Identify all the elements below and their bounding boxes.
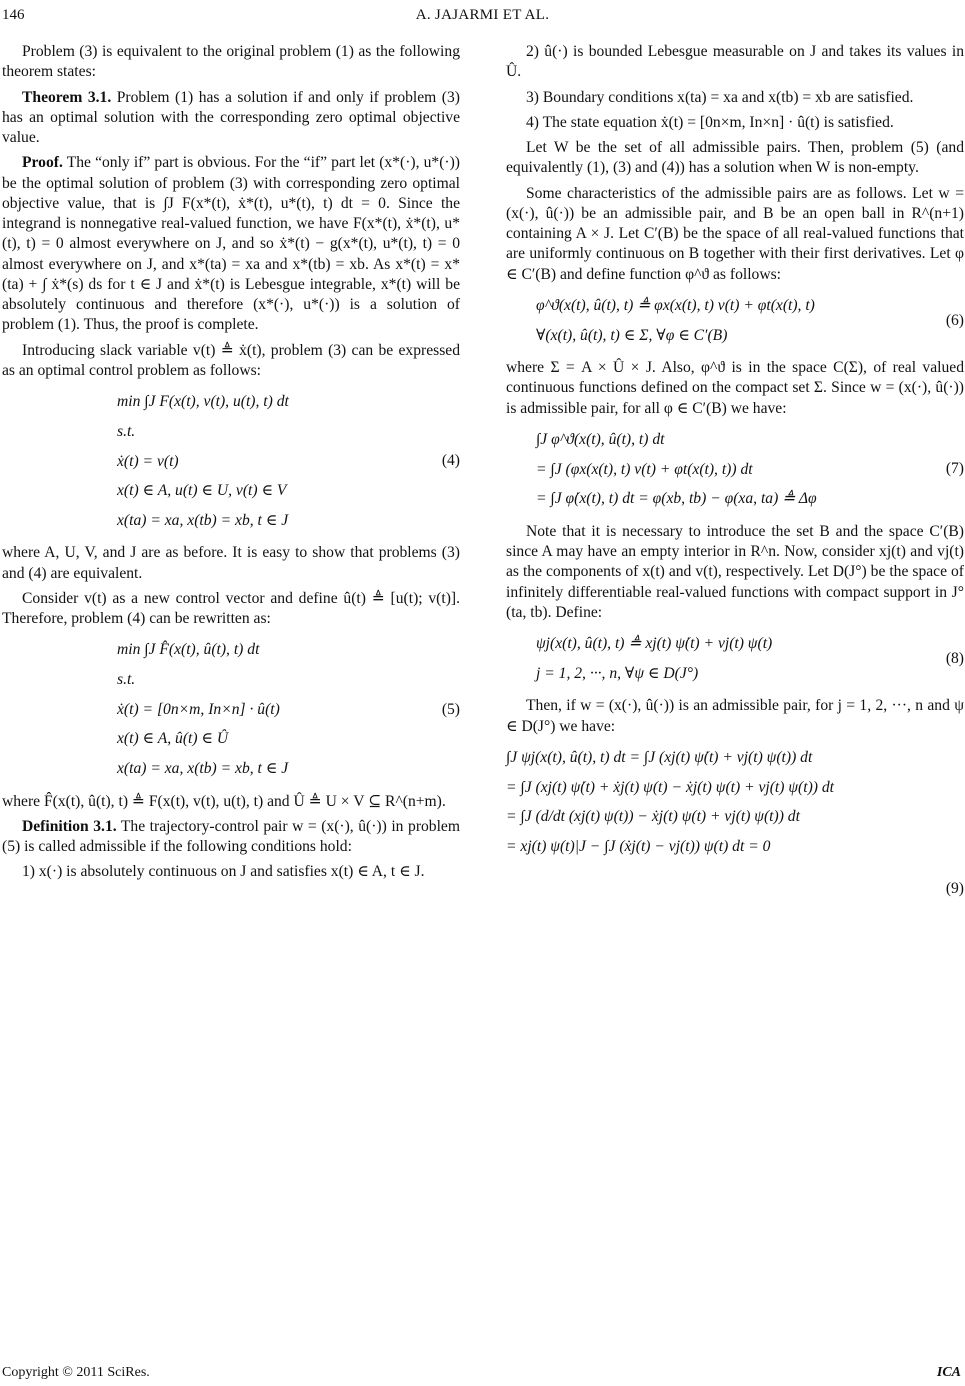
equation-line: ẋ(t) = [0n×m, In×n] · û(t): [117, 700, 280, 718]
proof-text: The “only if” part is obvious. For the “if” part let (x*(·), u*(·)) be the optimal solution of problem (3) with corresponding zero optimal objective value, that is ∫J F(x*(t), ẋ*(t), u*(t), t) dt = 0. Since the integrand is nonnegative real-valued function, we have F(x*(t), ẋ*(t), u*(t), t) = 0 almost everywhere on J, and so ẋ*(t) − g(x*(t), u*(t), t) = 0 almost everywhere on J, and x*(ta) = xa and x*(tb) = xb. As x*(t) = x*(ta) + ∫ ẋ*(s) ds for t ∈ J and ẋ*(t) is Lebesgue integrable, x*(t) will be absolutely continuous and therefore (x*(·), u*(·)) is a solution of problem (1). Thus, the proof is complete.: [2, 154, 460, 334]
equation-8: [506, 629, 964, 688]
paragraph-slack-variable: Introducing slack variable v(t) ≜ ẋ(t), problem (3) can be expressed as an optimal control problem as follows:: [2, 341, 460, 379]
equation-line: ∫J ψj(x(t), û(t), t) dt = ∫J (xj(t) ψ̇(t) + vj(t) ψ(t)) dt: [506, 748, 813, 766]
equation-7: [506, 425, 964, 514]
paragraph-then: Then, if w = (x(·), û(·)) is an admissible pair, for j = 1, 2, ···, n and ψ ∈ D(J°) we have:: [506, 697, 964, 735]
left-column: [2, 42, 460, 888]
equation-line: = ∫J (d/dt (xj(t) ψ(t)) − ẋj(t) ψ(t) + vj(t) ψ(t)) dt: [506, 808, 800, 826]
equation-line: = ∫J φ̇(x(t), t) dt = φ(xb, tb) − φ(xa, ta) ≜ Δφ: [536, 490, 817, 508]
running-head: A. JAJARMI ET AL.: [415, 7, 550, 23]
equation-line: min ∫J F̂(x(t), û(t), t) dt: [117, 641, 260, 659]
theorem-text: Problem (1) has a solution if and only if problem (3) has an optimal solution with the corresponding zero optimal objective value.: [2, 88, 460, 147]
page-footer: [0, 1364, 965, 1384]
paragraph-where-1: where A, U, V, and J are as before. It is easy to show that problems (3) and (4) are equivalent.: [2, 544, 460, 582]
paragraph-admissible-set: Let W be the set of all admissible pairs. Then, problem (5) (and equivalently (1), (3) and (4)) has a solution when W is non-empty.: [506, 139, 964, 177]
equation-line: x(t) ∈ A, û(t) ∈ Û: [117, 730, 229, 748]
equation-line: x(t) ∈ A, u(t) ∈ U, v(t) ∈ V: [117, 482, 287, 500]
theorem-3-1: [2, 88, 460, 149]
equation-9: [506, 743, 964, 862]
definition-3-1: [2, 817, 460, 858]
equation-line: ∀(x(t), û(t), t) ∈ Σ, ∀φ ∈ C′(B): [536, 326, 728, 344]
equation-number: (7): [945, 460, 964, 478]
right-column: [506, 42, 964, 900]
equation-number: (8): [945, 649, 964, 667]
equation-line: ψj(x(t), û(t), t) ≜ xj(t) ψ̇(t) + vj(t) ψ(t): [536, 635, 773, 653]
equation-line: min ∫J F(x(t), v(t), u(t), t) dt: [117, 393, 289, 411]
page-number: 146: [2, 7, 25, 23]
condition-4: 4) The state equation ẋ(t) = [0n×m, In×n] · û(t) is satisfied.: [526, 113, 894, 131]
equation-line: = xj(t) ψ(t)|J − ∫J (ẋj(t) − vj(t)) ψ(t) dt = 0: [506, 837, 771, 855]
equation-number: (5): [441, 700, 460, 718]
paragraph-where-2: where F̂(x(t), û(t), t) ≜ F(x(t), v(t), u(t), t) and Û ≜ U × V ⊆ R^(n+m).: [2, 792, 446, 810]
equation-4: [2, 387, 460, 535]
equation-line: s.t.: [117, 422, 136, 440]
condition-3: 3) Boundary conditions x(ta) = xa and x(tb) = xb are satisfied.: [526, 88, 914, 106]
equation-number: (6): [945, 311, 964, 329]
paragraph-note: Note that it is necessary to introduce the set B and the space C′(B) since A may have an empty interior in R^n. Now, consider xj(t) and vj(t) as the components of x(t) and v(t), respectively. Let D(J°) be the space of infinitely differentiable real-valued functions with compact support in J° (ta, tb). Define:: [506, 522, 964, 621]
equation-line: = ∫J (φx(x(t), t) v(t) + φt(x(t), t)) dt: [536, 460, 753, 478]
equation-line: s.t.: [117, 671, 136, 689]
equation-line: j = 1, 2, ···, n, ∀ψ ∈ D(J°): [536, 664, 699, 682]
condition-1: 1) x(·) is absolutely continuous on J and satisfies x(t) ∈ A, t ∈ J.: [22, 863, 425, 881]
equation-line: x(ta) = xa, x(tb) = xb, t ∈ J: [117, 511, 289, 529]
definition-label: Definition 3.1.: [22, 817, 117, 835]
paragraph-equivalence: Problem (3) is equivalent to the original problem (1) as the following theorem states:: [2, 43, 460, 81]
equation-line: ∫J φ^ϑ(x(t), û(t), t) dt: [536, 430, 665, 448]
definition-text: The trajectory-control pair w = (x(·), û(·)) in problem (5) is called admissible if the following conditions hold:: [2, 817, 460, 856]
copyright: Copyright © 2011 SciRes.: [2, 1365, 150, 1380]
paragraph-sigma: where Σ = A × Û × J. Also, φ^ϑ is in the space C(Σ), of real valued continuous functions defined on the compact set Σ. Since w = (x(·), û(·)) is admissible pair, for all φ ∈ C′(B) we have:: [506, 359, 964, 417]
equation-6: [506, 291, 964, 350]
equation-number: (9): [945, 880, 964, 898]
page-header: [0, 6, 965, 28]
equation-5: [2, 635, 460, 783]
equation-line: x(ta) = xa, x(tb) = xb, t ∈ J: [117, 759, 289, 777]
journal-name: ICA: [936, 1365, 961, 1380]
equation-line: = ∫J (xj(t) ψ̇(t) + ẋj(t) ψ(t) − ẋj(t) ψ(t) + vj(t) ψ(t)) dt: [506, 778, 834, 796]
condition-2: 2) û(·) is bounded Lebesgue measurable on J and takes its values in Û.: [506, 43, 964, 81]
equation-line: ẋ(t) = v(t): [117, 452, 179, 470]
equation-line: φ^ϑ(x(t), û(t), t) ≜ φx(x(t), t) v(t) + φt(x(t), t): [536, 296, 815, 314]
theorem-label: Theorem 3.1.: [22, 88, 112, 106]
paragraph-consider: Consider v(t) as a new control vector and define û(t) ≜ [u(t); v(t)]. Therefore, problem (4) can be rewritten as:: [2, 589, 460, 628]
paragraph-characteristics: Some characteristics of the admissible pairs are as follows. Let w = (x(·), û(·)) be an admissible pair, and B be an open ball in R^(n+1) containing A × J. Let C′(B) be the space of all real-valued functions that are uniformly continuous on B together with their first derivatives. Let φ ∈ C′(B) and define function φ^ϑ as follows:: [506, 184, 964, 283]
equation-9-number-row: [506, 879, 964, 899]
proof-label: Proof.: [22, 154, 63, 172]
proof: [2, 153, 460, 335]
equation-number: (4): [441, 452, 460, 470]
